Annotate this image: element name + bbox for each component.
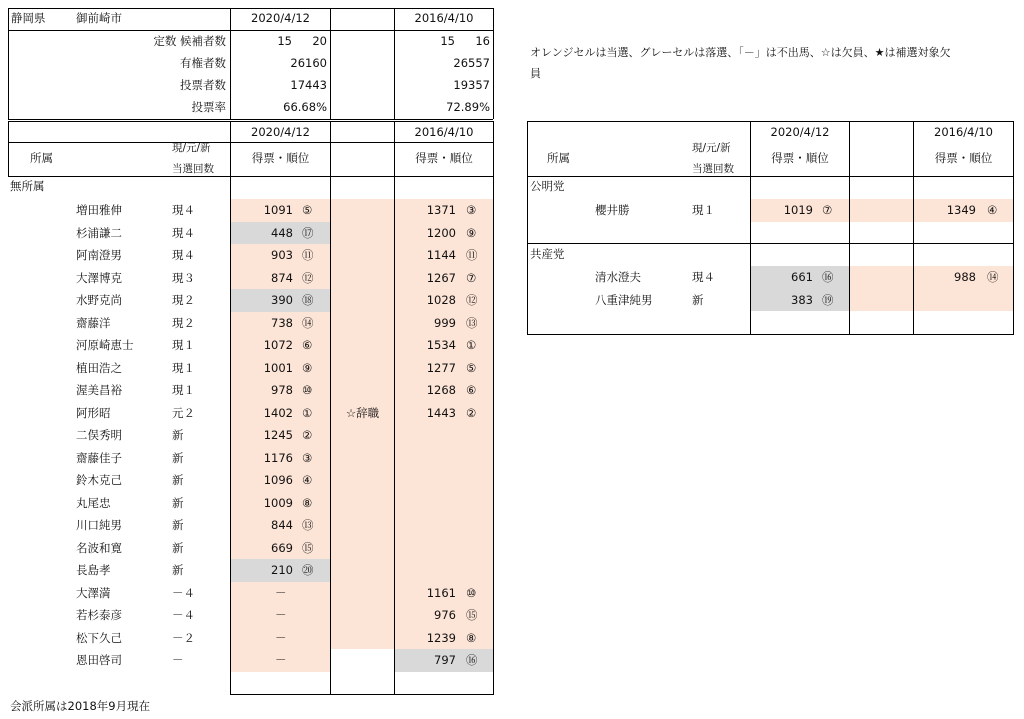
incumbent-cell-bg — [331, 582, 394, 605]
incumbent-cell-bg — [331, 604, 394, 627]
group-independent: 無所属 — [10, 179, 45, 193]
votes-2020: － — [275, 585, 287, 600]
votes-cast-label: 投票者数 — [180, 78, 226, 92]
main-date-2016: 2016/4/10 — [414, 125, 474, 139]
rank-2020: ⑬ — [302, 518, 314, 532]
rank-2020: ⑰ — [302, 225, 314, 240]
candidate-name: 植田浩之 — [76, 360, 122, 375]
candidate-name: 二俣秀明 — [76, 428, 122, 442]
votes-2020: 1096 — [263, 473, 293, 487]
rank-2016: ⑪ — [466, 248, 478, 262]
candidate-name: 川口純男 — [76, 518, 122, 532]
candidate-status: 現２ — [172, 315, 195, 330]
candidates-2020: 20 — [312, 34, 327, 48]
summary-date-2020: 2020/4/12 — [251, 11, 310, 25]
candidate-name: 齋藤洋 — [76, 315, 111, 330]
incumbent-cell-bg — [331, 447, 394, 470]
votes-2020: 1009 — [263, 495, 293, 510]
turnout-2016: 72.89% — [446, 100, 490, 114]
col-votes-rank-2016: 得票・順位 — [415, 151, 473, 165]
votes-cast-2016: 19357 — [453, 78, 490, 92]
candidate-status: 新 — [172, 540, 184, 555]
rank-2020: ⑮ — [302, 540, 314, 555]
votes-2020: 1091 — [263, 203, 293, 217]
rank-2020: ⑱ — [302, 293, 314, 307]
vacancy-note: ☆辞職 — [345, 405, 380, 420]
candidates-2016: 16 — [475, 34, 490, 48]
rank-2016: ① — [466, 338, 477, 352]
votes-2020: 1245 — [263, 428, 293, 442]
votes-2020: 903 — [271, 248, 293, 262]
vote-cell-2016-bg — [395, 492, 493, 515]
turnout-label: 投票率 — [191, 100, 226, 114]
votes-2016: 1277 — [426, 360, 456, 375]
candidate-status: 元２ — [172, 405, 195, 420]
votes-2020: － — [275, 630, 287, 645]
incumbent-cell-bg — [331, 627, 394, 650]
rank-2020: ⑥ — [302, 338, 313, 352]
party-candidate-status: 現１ — [692, 203, 715, 217]
votes-2016: 976 — [434, 608, 456, 622]
party-rank-2016: ④ — [987, 203, 998, 217]
candidate-name: 齋藤佳子 — [76, 450, 122, 465]
party-candidate-name: 櫻井勝 — [595, 203, 630, 217]
rank-2016: ⑦ — [466, 270, 477, 285]
incumbent-cell-bg — [331, 267, 394, 290]
candidate-status: 現１ — [172, 360, 195, 375]
party-candidate-status: 現４ — [692, 270, 715, 284]
votes-2016: 1028 — [426, 293, 456, 307]
candidate-status: 現２ — [172, 293, 195, 307]
incumbent-cell-bg — [331, 312, 394, 335]
rank-2016: ⑫ — [466, 293, 478, 307]
candidate-status: －４ — [172, 585, 195, 600]
seats-2020: 15 — [277, 34, 292, 48]
candidate-name: 恩田啓司 — [76, 653, 122, 667]
group-komeito: 公明党 — [530, 179, 565, 193]
voters-label: 有権者数 — [180, 56, 226, 70]
rank-2016: ⑬ — [466, 315, 478, 330]
votes-2016: 1534 — [426, 338, 456, 352]
candidate-status: 新 — [172, 450, 184, 465]
incumbent-cell-bg — [331, 289, 394, 312]
rank-2016: ⑩ — [466, 585, 477, 600]
votes-2020: 1402 — [263, 405, 293, 420]
candidate-status: 現１ — [172, 383, 195, 397]
party-rank-2020: ⑦ — [822, 203, 833, 217]
candidate-name: 増田雅伸 — [76, 203, 122, 217]
incumbent-cell-bg — [331, 469, 394, 492]
votes-2016: 1443 — [426, 405, 456, 420]
city-label: 御前崎市 — [76, 11, 122, 25]
incumbent-cell-bg — [331, 334, 394, 357]
party-votes-2016: 1349 — [946, 203, 976, 217]
rank-2020: ⑭ — [302, 315, 314, 330]
rank-2020: ⑤ — [302, 203, 313, 217]
candidate-name: 河原崎恵士 — [76, 338, 134, 352]
candidate-name: 阿形昭 — [76, 405, 111, 420]
incumbent-cell-bg — [331, 222, 394, 245]
candidate-status: 新 — [172, 563, 184, 577]
party-col-status-line2: 当選回数 — [692, 163, 734, 175]
legend-line-1: オレンジセルは当選、グレーセルは落選、「－」は不出馬、☆は欠員、★は補選対象欠 — [530, 46, 951, 59]
vote-cell-2016-bg — [395, 447, 493, 470]
candidate-status: 新 — [172, 473, 184, 487]
rank-2020: ① — [302, 405, 313, 420]
votes-2020: 978 — [271, 383, 293, 397]
rank-2020: ⑨ — [302, 360, 313, 375]
party-col-affiliation: 所属 — [547, 151, 570, 165]
incumbent-cell-bg — [331, 559, 394, 582]
votes-2020: 844 — [271, 518, 293, 532]
vote-cell-2016-bg — [395, 424, 493, 447]
incumbent-cell-bg — [331, 357, 394, 380]
party-incumbent-bg — [850, 289, 913, 312]
candidate-name: 大澤満 — [76, 585, 111, 600]
voters-2020: 26160 — [290, 56, 327, 70]
rank-2020: ④ — [302, 473, 313, 487]
party-date-2020: 2020/4/12 — [770, 125, 830, 139]
candidate-status: 現４ — [172, 225, 195, 240]
candidate-name: 阿南澄男 — [76, 248, 122, 262]
candidate-name: 若杉泰彦 — [76, 608, 122, 622]
candidate-name: 渥美昌裕 — [76, 383, 122, 397]
party-votes-2020: 1019 — [783, 203, 813, 217]
col-status-line2: 当選回数 — [172, 163, 214, 175]
party-col-status-line1: 現/元/新 — [692, 142, 731, 154]
votes-2020: 210 — [271, 563, 293, 577]
candidate-name: 鈴木克己 — [76, 473, 122, 487]
votes-2020: 1072 — [263, 338, 293, 352]
votes-2020: － — [275, 608, 287, 622]
main-date-2020: 2020/4/12 — [251, 125, 310, 139]
rank-2016: ⑧ — [466, 630, 477, 645]
rank-2016: ⑮ — [466, 608, 478, 622]
turnout-2020: 66.68% — [283, 100, 327, 114]
col-status-line1: 現/元/新 — [172, 142, 211, 154]
votes-2020: 1001 — [263, 360, 293, 375]
vote-cell-2016-bg — [395, 469, 493, 492]
candidate-status: 現４ — [172, 203, 195, 217]
candidate-name: 杉浦謙二 — [76, 225, 122, 240]
voters-2016: 26557 — [453, 56, 490, 70]
rank-2016: ② — [466, 405, 477, 420]
rank-2016: ⑨ — [466, 225, 477, 240]
rank-2020: ⑳ — [302, 563, 314, 577]
votes-2016: 1200 — [426, 225, 456, 240]
party-col-votes-rank-2016: 得票・順位 — [934, 151, 993, 165]
incumbent-cell-bg — [331, 537, 394, 560]
party-rank-2016: ⑭ — [987, 270, 999, 284]
incumbent-cell-bg — [331, 514, 394, 537]
party-votes-2020: 661 — [791, 270, 813, 284]
party-candidate-name: 清水澄夫 — [595, 270, 641, 284]
party-vote-2016-bg — [914, 289, 1013, 312]
incumbent-cell-bg — [331, 379, 394, 402]
vote-cell-2016-bg — [395, 537, 493, 560]
rank-2016: ⑯ — [466, 653, 478, 667]
votes-2016: 797 — [434, 653, 456, 667]
votes-2016: 1161 — [426, 585, 456, 600]
candidate-status: － — [172, 653, 184, 667]
party-incumbent-bg — [850, 199, 913, 222]
candidate-name: 大澤博克 — [76, 270, 122, 285]
candidate-status: 現３ — [172, 270, 195, 285]
votes-2020: 738 — [271, 315, 293, 330]
votes-2020: 448 — [271, 225, 293, 240]
rank-2020: ③ — [302, 450, 313, 465]
candidate-status: 新 — [172, 518, 184, 532]
candidate-name: 名波和寛 — [76, 540, 122, 555]
rank-2020: ⑩ — [302, 383, 313, 397]
votes-2020: 390 — [271, 293, 293, 307]
candidate-status: －２ — [172, 630, 195, 645]
votes-2016: 999 — [434, 315, 456, 330]
rank-2020: ⑫ — [302, 270, 314, 285]
col-affiliation: 所属 — [30, 151, 53, 165]
votes-2016: 1267 — [426, 270, 456, 285]
rank-2020: ② — [302, 428, 313, 442]
incumbent-cell-bg — [331, 199, 394, 222]
vote-cell-2016-bg — [395, 514, 493, 537]
rank-2016: ⑤ — [466, 360, 477, 375]
party-col-votes-rank-2020: 得票・順位 — [771, 151, 829, 165]
votes-2020: 669 — [271, 540, 293, 555]
vote-cell-2016-bg — [395, 559, 493, 582]
candidate-name: 水野克尚 — [76, 293, 122, 307]
votes-2020: － — [275, 653, 287, 667]
candidate-name: 丸尾忠 — [76, 495, 111, 510]
summary-date-2016: 2016/4/10 — [414, 11, 474, 25]
prefecture-label: 静岡県 — [11, 11, 46, 25]
party-candidate-status: 新 — [692, 292, 704, 307]
party-votes-2020: 383 — [791, 292, 813, 307]
party-rank-2020: ⑲ — [822, 292, 834, 307]
group-jcp: 共産党 — [530, 247, 565, 261]
footer-note: 会派所属は2018年9月現在 — [10, 699, 151, 713]
seats-2016: 15 — [440, 34, 455, 48]
party-rank-2020: ⑯ — [822, 270, 834, 284]
candidate-name: 長島孝 — [76, 563, 111, 577]
candidate-status: 現１ — [172, 338, 195, 352]
party-candidate-name: 八重津純男 — [595, 292, 653, 307]
party-date-2016: 2016/4/10 — [934, 125, 993, 139]
rank-2020: ⑧ — [302, 495, 313, 510]
candidate-status: 現４ — [172, 248, 195, 262]
seats-candidates-label: 定数 候補者数 — [153, 34, 226, 48]
votes-2016: 1371 — [426, 203, 456, 217]
incumbent-cell-bg — [331, 492, 394, 515]
party-votes-2016: 988 — [954, 270, 976, 284]
rank-2020: ⑪ — [302, 248, 314, 262]
rank-2016: ③ — [466, 203, 477, 217]
incumbent-cell-bg — [331, 424, 394, 447]
candidate-status: －４ — [172, 608, 195, 622]
votes-2020: 874 — [271, 270, 293, 285]
incumbent-cell-bg — [331, 244, 394, 267]
col-votes-rank-2020: 得票・順位 — [251, 151, 310, 165]
votes-2016: 1268 — [426, 383, 456, 397]
rank-2016: ⑥ — [466, 383, 477, 397]
votes-2016: 1144 — [426, 248, 456, 262]
candidate-status: 新 — [172, 495, 184, 510]
votes-2020: 1176 — [263, 450, 293, 465]
candidate-name: 松下久己 — [76, 630, 122, 645]
party-incumbent-bg — [850, 266, 913, 289]
legend-line-2: 員 — [530, 67, 541, 80]
candidate-status: 新 — [172, 428, 184, 442]
votes-2016: 1239 — [426, 630, 456, 645]
votes-cast-2020: 17443 — [290, 78, 327, 92]
